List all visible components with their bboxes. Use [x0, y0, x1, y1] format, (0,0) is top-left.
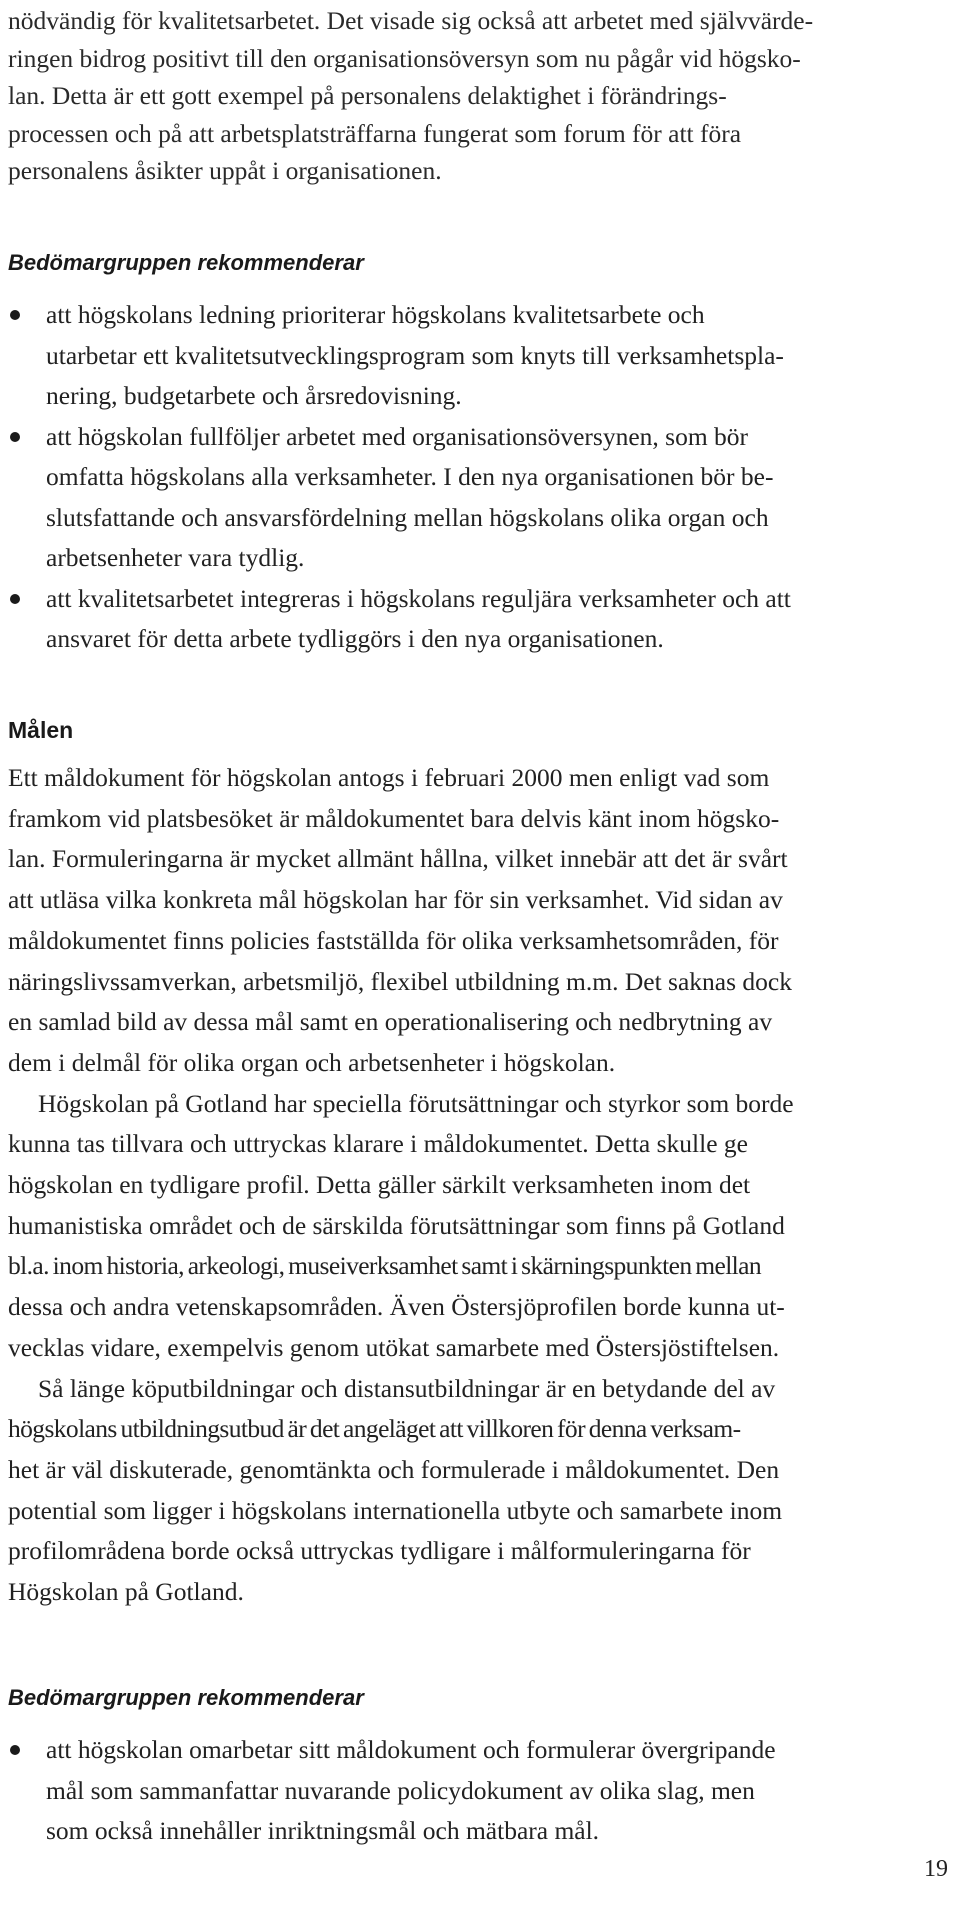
list-item [8, 1730, 956, 1852]
text-line: Högskolan på Gotland. [8, 1577, 244, 1607]
recommendation-list [8, 1730, 956, 1852]
paragraph [8, 1084, 956, 1369]
bullet-icon [10, 432, 20, 442]
text-line: utarbetar ett kvalitetsutvecklingsprogram som knyts till verksamhetspla- [46, 340, 784, 370]
recommendation-heading: Bedömargruppen rekommenderar [8, 250, 364, 275]
text-line: lan. Detta är ett gott exempel på personalens delaktighet i förändrings- [8, 81, 727, 111]
text-line: Högskolan på Gotland har speciella förutsättningar och styrkor som borde [38, 1088, 794, 1118]
text-line: lan. Formuleringarna är mycket allmänt hållna, vilket innebär att det är svårt [8, 844, 788, 874]
text-line: het är väl diskuterade, genomtänkta och formulerade i måldokumentet. Den [8, 1454, 780, 1484]
text-line: dem i delmål för olika organ och arbetsenheter i högskolan. [8, 1047, 616, 1077]
text-line: ringen bidrog positivt till den organisationsöversyn som nu pågår vid högsko- [8, 43, 801, 73]
text-line: att högskolan fullföljer arbetet med organisationsöversynen, som bör [46, 421, 749, 451]
text-line: ansvaret för detta arbete tydliggörs i den nya organisationen. [46, 624, 664, 653]
text-line: mål som sammanfattar nuvarande policydokument av olika slag, men [46, 1775, 755, 1805]
text-line: dessa och andra vetenskapsområden. Även Östersjöprofilen borde kunna ut- [8, 1292, 785, 1322]
section-body [8, 758, 956, 1613]
text-line: framkom vid platsbesöket är måldokumentet bara delvis känt inom högsko- [8, 803, 780, 833]
text-line: personalens åsikter uppåt i organisationen. [8, 156, 442, 186]
list-item [8, 579, 956, 660]
text-line: näringslivssamverkan, arbetsmiljö, flexibel utbildning m.m. Det saknas dock [8, 966, 792, 996]
section-heading: Målen [8, 717, 74, 743]
text-line: Så länge köputbildningar och distansutbildningar är en betydande del av [38, 1373, 776, 1403]
text-line: potential som ligger i högskolans internationella utbyte och samarbete inom [8, 1495, 783, 1525]
list-item [8, 295, 956, 417]
text-line: en samlad bild av dessa mål samt en operationalisering och nedbrytning av [8, 1007, 773, 1037]
intro-paragraph [8, 2, 956, 190]
bullet-icon [10, 594, 20, 604]
bullet-icon [10, 310, 20, 320]
text-line: omfatta högskolans alla verksamheter. I den nya organisationen bör be- [46, 462, 774, 491]
text-line: Ett måldokument för högskolan antogs i februari 2000 men enligt vad som [8, 763, 770, 792]
text-line: humanistiska området och de särskilda förutsättningar som finns på Gotland [8, 1210, 785, 1240]
text-line: att kvalitetsarbetet integreras i högskolans reguljära verksamheter och att [46, 583, 791, 613]
recommendation-list [8, 295, 956, 660]
text-line: högskolans utbildningsutbud är det angeläget att villkoren för denna verksam- [8, 1414, 741, 1444]
text-line: kunna tas tillvara och uttryckas klarare i måldokumentet. Detta skulle ge [8, 1129, 748, 1159]
text-line: att utläsa vilka konkreta mål högskolan har för sin verksamhet. Vid sidan av [8, 885, 783, 915]
paragraph [8, 758, 956, 1084]
text-line: processen och på att arbetsplatsträffarna fungerat som forum för att föra [8, 118, 742, 148]
text-line: profilområdena borde också uttryckas tydligare i målformuleringarna för [8, 1536, 751, 1566]
text-line: vecklas vidare, exempelvis genom utökat samarbete med Östersjöstiftelsen. [8, 1332, 780, 1362]
text-line: att högskolans ledning prioriterar högskolans kvalitetsarbete och [46, 300, 705, 329]
text-line: måldokumentet finns policies fastställda för olika verksamhetsområden, för [8, 925, 779, 955]
text-line: att högskolan omarbetar sitt måldokument och formulerar övergripande [46, 1735, 776, 1764]
text-line: bl.a. inom historia, arkeologi, museiverksamhet samt i skärningspunkten mellan [8, 1251, 762, 1281]
recommendation-heading: Bedömargruppen rekommenderar [8, 1685, 364, 1710]
list-item [8, 417, 956, 579]
text-line: som också innehåller inriktningsmål och mätbara mål. [46, 1816, 600, 1845]
text-line: arbetsenheter vara tydlig. [46, 543, 305, 572]
bullet-icon [10, 1745, 20, 1755]
paragraph [8, 1369, 956, 1613]
text-line: nering, budgetarbete och årsredovisning. [46, 381, 462, 410]
text-line: högskolan en tydligare profil. Detta gäller särkilt verksamheten inom det [8, 1170, 751, 1200]
text-line: nödvändig för kvalitetsarbetet. Det visade sig också att arbetet med självvärde- [8, 6, 814, 35]
page-number: 19 [924, 1856, 948, 1882]
text-line: slutsfattande och ansvarsfördelning mellan högskolans olika organ och [46, 502, 769, 532]
